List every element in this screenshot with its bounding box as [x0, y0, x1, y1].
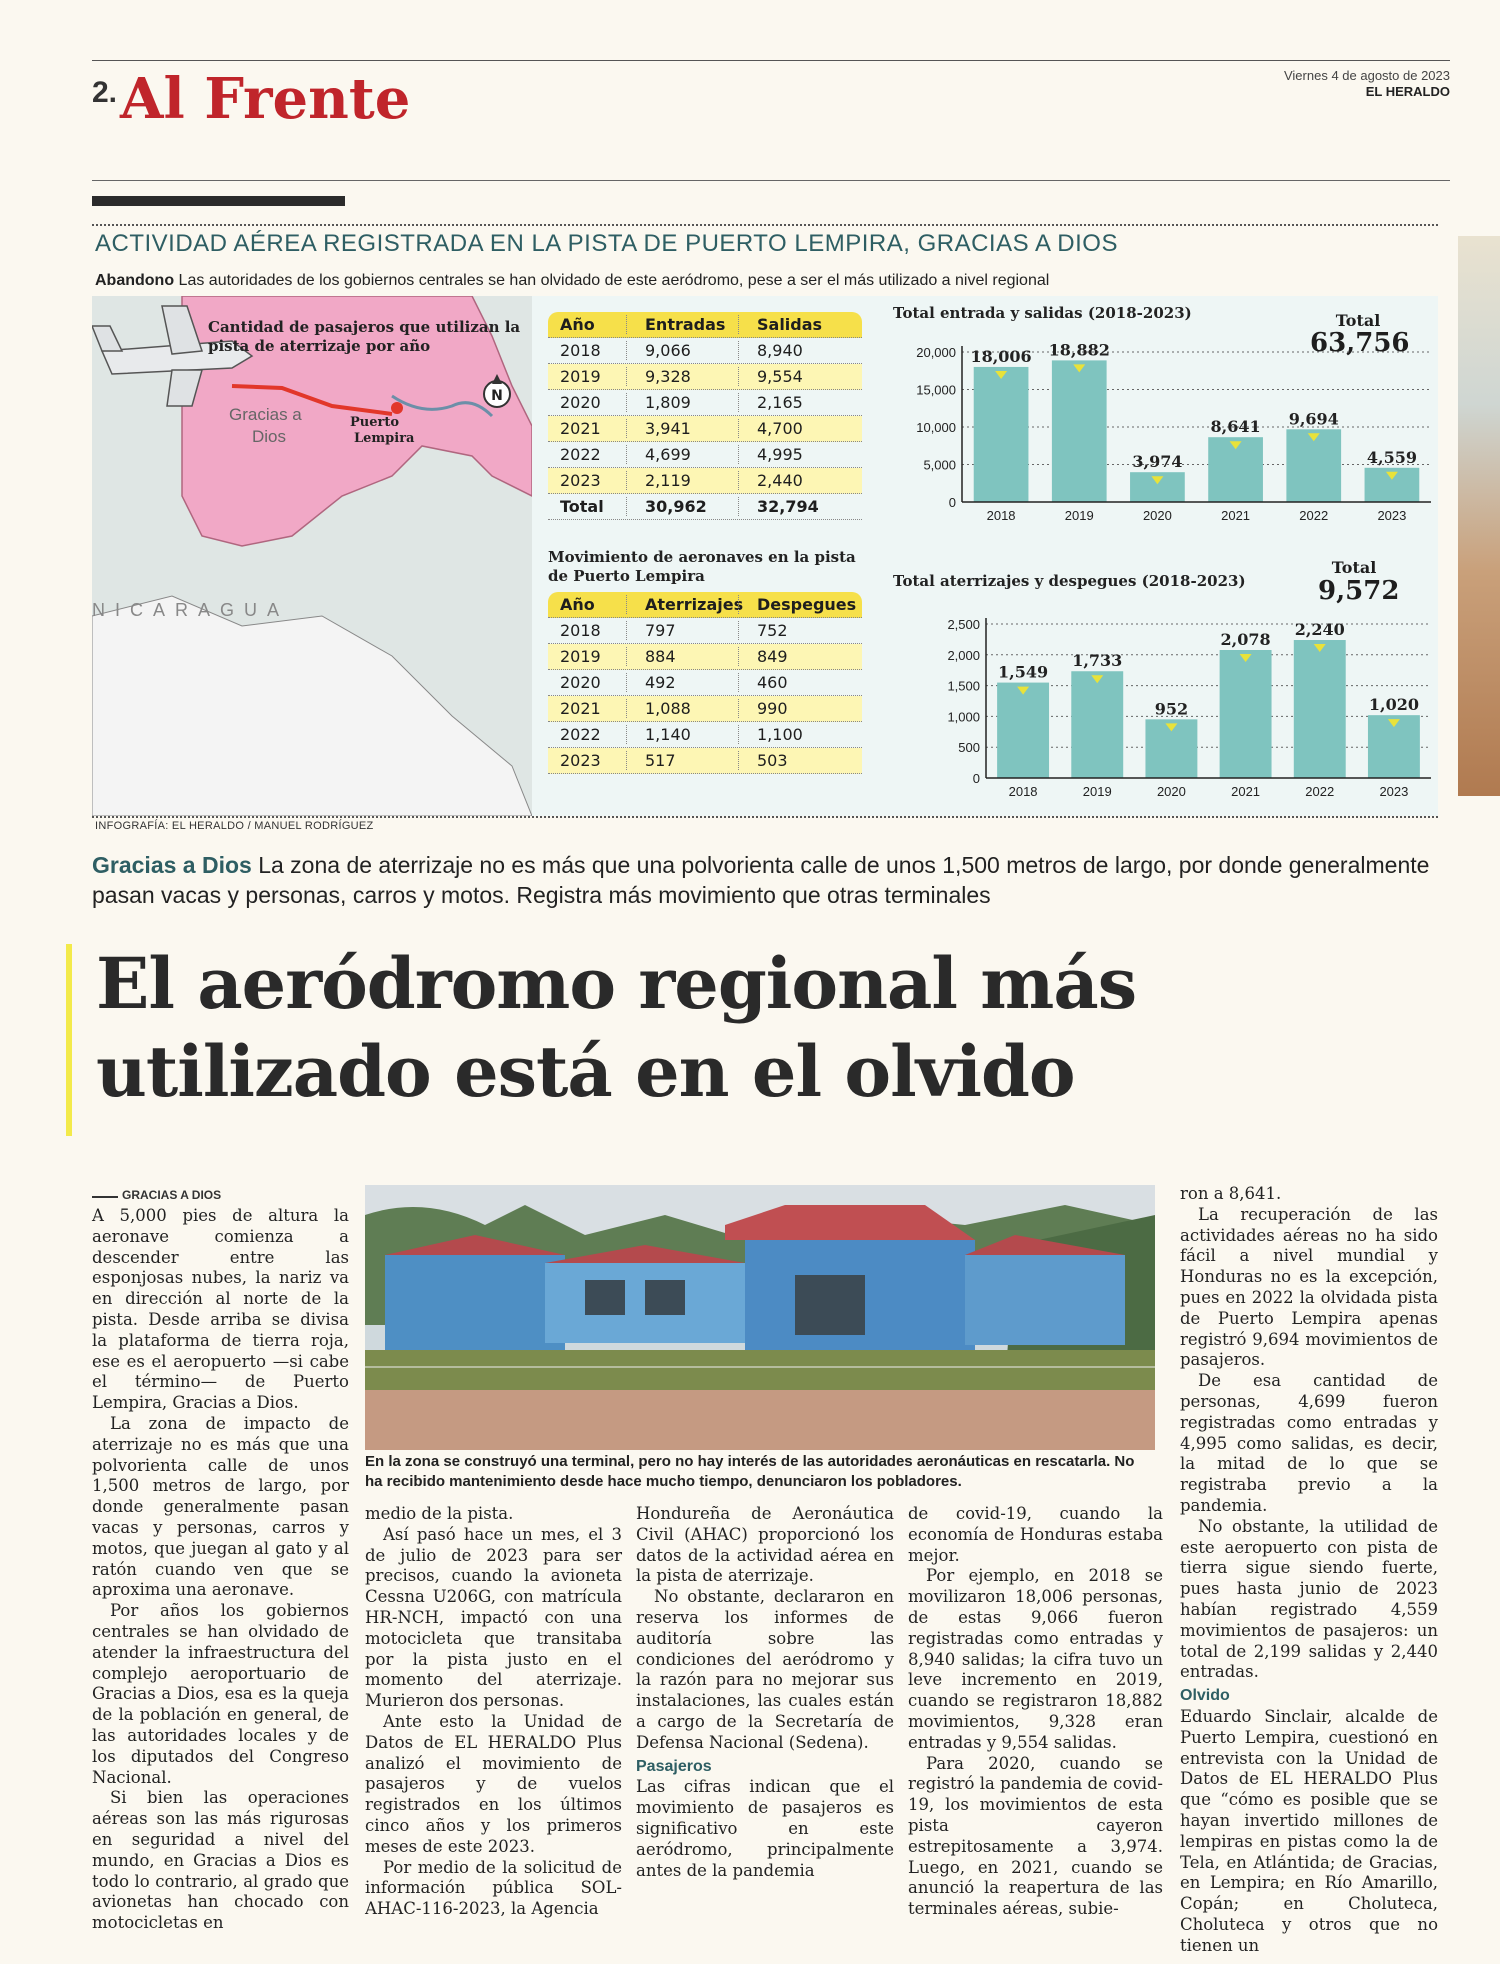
- map-region-label: Gracias a Dios: [229, 405, 302, 446]
- chart2-total-value: 9,572: [1318, 576, 1400, 606]
- cell-entries: 9,066: [626, 341, 738, 360]
- section-title: Al Frente: [120, 66, 411, 132]
- col-header-landings: Aterrizajes: [626, 595, 738, 614]
- subtitle-lead: Abandono: [95, 272, 175, 289]
- article-column-1: [92, 1206, 349, 1934]
- deck-text: La zona de aterrizaje no es más que una polvorienta calle de unos 1,500 metros de largo, por donde generalmente pasan vacas y personas, carros y motos. Registra más movimiento que otras terminales: [92, 852, 1430, 908]
- cell-landings: 1,088: [626, 699, 738, 718]
- table-header-row: [548, 592, 862, 618]
- table-total-row: [548, 494, 862, 520]
- table-row: [548, 670, 862, 696]
- cell-landings: 517: [626, 751, 738, 770]
- data-label: 18,882: [1048, 340, 1110, 360]
- cell-landings: 1,140: [626, 725, 738, 744]
- table-row: [548, 468, 862, 494]
- table-header-row: [548, 312, 862, 338]
- data-label: 1,733: [1072, 651, 1123, 671]
- map-title: Cantidad de pasajeros que utilizan la pista de aterrizaje por año: [208, 318, 521, 355]
- article-paragraph: No obstante, declararon en reserva los informes de auditoría sobre las condiciones del aeródromo y la razón para no mejorar sus instalaciones, las cuales están a cargo de la Secretaría de Defensa Nacional (Sedena).: [636, 1587, 894, 1752]
- article-column-4: [908, 1504, 1163, 1920]
- bar: [1220, 650, 1272, 778]
- cell-exits: 8,940: [738, 341, 850, 360]
- x-tick-label: 2018: [986, 508, 1016, 523]
- article-column-2: [365, 1504, 622, 1920]
- y-tick-label: 1,500: [947, 678, 980, 694]
- y-tick-label: 15,000: [916, 382, 956, 398]
- cell-year: 2019: [560, 367, 601, 386]
- cell-year: 2018: [560, 341, 601, 360]
- article-column-5: [1180, 1184, 1438, 1956]
- cell-year: 2022: [560, 725, 601, 744]
- article-subhead: Pasajeros: [636, 1757, 712, 1775]
- subtitle-text: Las autoridades de los gobiernos centrales se han olvidado de este aeródromo, pese a ser el más utilizado a nivel regional: [178, 272, 1050, 289]
- aircraft-table-title: Movimiento de aeronaves en la pista de Puerto Lempira: [548, 548, 856, 585]
- article-paragraph: Por años los gobiernos centrales se han olvidado de atender la infraestructura del complejo aeroportuario de Gracias a Dios, esa es la queja de la población en general, de las autoridades locales y de los diputados del Congreso Nacional.: [92, 1601, 349, 1787]
- data-label: 2,240: [1294, 620, 1345, 640]
- cell-takeoffs: 990: [738, 699, 850, 718]
- infographic-credit: INFOGRAFÍA: EL HERALDO / MANUEL RODRÍGUEZ: [95, 820, 374, 832]
- data-label: 3,974: [1132, 452, 1183, 472]
- article-paragraph: ron a 8,641.: [1180, 1184, 1282, 1203]
- y-tick-label: 20,000: [916, 345, 956, 360]
- headline: El aeródromo regional más utilizado está en el olvido: [96, 942, 1137, 1113]
- cell-year: 2020: [560, 673, 601, 692]
- chart2-title: Total aterrizajes y despegues (2018-2023): [893, 572, 1246, 590]
- infographic-bottom-rule: [92, 816, 1438, 818]
- cell-year: 2023: [560, 751, 601, 770]
- y-tick-label: 2,500: [947, 617, 980, 632]
- cell-year: 2023: [560, 471, 601, 490]
- article-column-3: [636, 1504, 894, 1881]
- table-row: [548, 390, 862, 416]
- cell-takeoffs: 460: [738, 673, 850, 692]
- col-header-entries: Entradas: [626, 315, 738, 334]
- cell-takeoffs: 503: [738, 751, 850, 770]
- cell-year: 2019: [560, 647, 601, 666]
- kicker-rule: [92, 1196, 118, 1198]
- cell-total-entries: 30,962: [626, 497, 738, 516]
- header-rule-2: [92, 180, 1450, 181]
- terminal-photo: [365, 1185, 1155, 1450]
- cell-year: 2022: [560, 445, 601, 464]
- adjacent-page-edge: [1458, 236, 1500, 796]
- chart-passengers-total: [886, 330, 1436, 530]
- x-tick-label: 2021: [1221, 508, 1251, 523]
- cell-total-label: Total: [560, 497, 604, 516]
- cell-entries: 1,809: [626, 393, 738, 412]
- cell-total-exits: 32,794: [738, 497, 850, 516]
- cell-year: 2020: [560, 393, 601, 412]
- infographic-title: ACTIVIDAD AÉREA REGISTRADA EN LA PISTA DE PUERTO LEMPIRA, GRACIAS A DIOS: [95, 230, 1118, 257]
- infographic-subtitle: [95, 272, 1049, 290]
- article-paragraph: Eduardo Sinclair, alcalde de Puerto Lempira, cuestionó en entrevista con la Unidad de Datos de EL HERALDO Plus que “cómo es posible que se hayan invertido millones de lempiras en pistas como la de Tela, en Atlántida; de Gracias, en Lempira; en Río Amarillo, Copán; en Choluteca, Choluteca y otros que no tienen un: [1180, 1706, 1438, 1955]
- cell-entries: 3,941: [626, 419, 738, 438]
- chart1-title: Total entrada y salidas (2018-2023): [893, 304, 1192, 322]
- y-tick-label: 1,000: [947, 709, 980, 725]
- article-paragraph: Si bien las operaciones aéreas son las más rigurosas en seguridad a nivel del mundo, en Gracias a Dios es todo lo contrario, al grado que avionetas han chocado con motocicletas en: [92, 1788, 349, 1933]
- table-row: [548, 644, 862, 670]
- cell-takeoffs: 752: [738, 621, 850, 640]
- cell-exits: 9,554: [738, 367, 850, 386]
- data-label: 4,559: [1366, 447, 1417, 467]
- cell-year: 2021: [560, 699, 601, 718]
- x-tick-label: 2020: [1156, 784, 1186, 799]
- table-row: [548, 748, 862, 774]
- article-paragraph: Por medio de la solicitud de información pública SOL-AHAC-116-2023, la Agencia: [365, 1857, 622, 1919]
- header-rule: [92, 60, 1450, 61]
- x-tick-label: 2018: [1008, 784, 1038, 799]
- article-subhead: Olvido: [1180, 1687, 1230, 1705]
- article-paragraph: De esa cantidad de personas, 4,699 fueron registradas como entradas y 4,995 como salidas, es decir, la mitad de lo que se registraba previo a la pandemia.: [1180, 1371, 1438, 1515]
- data-label: 1,549: [998, 662, 1049, 682]
- x-tick-label: 2023: [1379, 784, 1409, 799]
- article-paragraph: La recuperación de las actividades aéreas no ha sido fácil a nivel mundial y Honduras no es la excepción, pues en 2022 la olvidada pista de Puerto Lempira apenas registró 9,694 movimientos de pasajeros.: [1180, 1204, 1438, 1370]
- cell-takeoffs: 1,100: [738, 725, 850, 744]
- y-tick-label: 0: [972, 771, 980, 786]
- x-tick-label: 2019: [1064, 508, 1094, 523]
- chart2-total-label: Total: [1331, 558, 1377, 577]
- table-row: [548, 338, 862, 364]
- article-paragraph: No obstante, la utilidad de este aeropuerto con pista de tierra sigue siendo fuerte, pues hasta junio de 2023 habían registrado 4,559 movimientos de pasajeros: un total de 2,199 salidas y 2,440 entradas.: [1180, 1516, 1438, 1682]
- x-tick-label: 2020: [1142, 508, 1172, 523]
- y-tick-label: 2,000: [947, 647, 980, 663]
- photo-caption: En la zona se construyó una terminal, pero no hay interés de las autoridades aeronáuticas en rescatarla. No ha recibido mantenimiento desde hace mucho tiempo, denunciaron los pobladores.: [365, 1453, 1135, 1490]
- x-tick-label: 2023: [1377, 508, 1407, 523]
- data-label: 9,694: [1288, 409, 1339, 429]
- map-gracias-a-dios: [92, 296, 532, 816]
- article-paragraph: Ante esto la Unidad de Datos de EL HERALDO Plus analizó el movimiento de pasajeros y de vuelos registrados en los últimos cinco años y los primeros meses de este 2023.: [365, 1711, 622, 1856]
- cell-exits: 2,165: [738, 393, 850, 412]
- col-header-takeoffs: Despegues: [738, 595, 850, 614]
- cell-landings: 797: [626, 621, 738, 640]
- table-row: [548, 618, 862, 644]
- north-label: N: [491, 388, 503, 404]
- passengers-table: [548, 312, 862, 520]
- x-tick-label: 2021: [1231, 784, 1261, 799]
- highlight-marker: [66, 944, 72, 1136]
- article-paragraph: Hondureña de Aeronáutica Civil (AHAC) proporcionó los datos de la actividad aérea en la pista de aterrizaje.: [636, 1504, 894, 1586]
- cell-exits: 4,995: [738, 445, 850, 464]
- y-tick-label: 500: [958, 740, 980, 756]
- col-header-year: Año: [560, 315, 595, 334]
- cell-year: 2018: [560, 621, 601, 640]
- col-header-exits: Salidas: [738, 315, 850, 334]
- bar: [1294, 640, 1346, 778]
- chart1-total-value: 63,756: [1310, 328, 1410, 358]
- y-tick-label: 0: [948, 495, 956, 510]
- chart1-total-label: Total: [1335, 311, 1381, 330]
- table-row: [548, 364, 862, 390]
- map-city-label: Puerto Lempira: [350, 415, 415, 446]
- cell-landings: 492: [626, 673, 738, 692]
- cell-year: 2021: [560, 419, 601, 438]
- table-row: [548, 442, 862, 468]
- chart-aircraft-total: [886, 606, 1436, 806]
- x-tick-label: 2022: [1305, 784, 1335, 799]
- data-label: 8,641: [1210, 417, 1261, 437]
- aircraft-table: [548, 592, 862, 774]
- cell-entries: 2,119: [626, 471, 738, 490]
- table-row: [548, 722, 862, 748]
- cell-entries: 4,699: [626, 445, 738, 464]
- cell-exits: 2,440: [738, 471, 850, 490]
- article-paragraph: Las cifras indican que el movimiento de pasajeros es significativo en este aeródromo, principalmente antes de la pandemia: [636, 1777, 894, 1880]
- section-bar: [92, 196, 345, 206]
- col-header-year: Año: [560, 595, 595, 614]
- x-tick-label: 2022: [1299, 508, 1329, 523]
- page-number: 2.: [92, 76, 118, 109]
- bar: [974, 367, 1029, 502]
- publication-name: EL HERALDO: [1365, 84, 1450, 99]
- cell-takeoffs: 849: [738, 647, 850, 666]
- data-label: 2,078: [1220, 629, 1271, 649]
- table-row: [548, 696, 862, 722]
- data-label: 18,006: [970, 346, 1032, 366]
- article-paragraph: medio de la pista.: [365, 1504, 514, 1523]
- infographic-top-rule: [92, 224, 1438, 226]
- y-tick-label: 5,000: [923, 457, 956, 473]
- bar: [1052, 360, 1107, 502]
- deck: [92, 850, 1442, 910]
- cell-entries: 9,328: [626, 367, 738, 386]
- publication-date: Viernes 4 de agosto de 2023: [1283, 68, 1450, 83]
- deck-lead: Gracias a Dios: [92, 852, 252, 878]
- bar: [997, 683, 1049, 778]
- y-tick-label: 10,000: [916, 420, 956, 435]
- cell-landings: 884: [626, 647, 738, 666]
- data-label: 952: [1154, 699, 1189, 719]
- bar: [1071, 671, 1123, 778]
- data-label: 1,020: [1368, 695, 1419, 715]
- article-paragraph: Por ejemplo, en 2018 se movilizaron 18,006 personas, de estas 9,066 fueron registradas como entradas y 8,940 salidas; la cifra tuvo un leve incremento en 2019, cuando se registraron 18,882 movimientos, 9,328 eran entradas y 9,554 salidas.: [908, 1566, 1163, 1752]
- article-paragraph: de covid-19, cuando la economía de Honduras estaba mejor.: [908, 1504, 1163, 1565]
- map-country-label: NICARAGUA: [92, 600, 290, 620]
- article-paragraph: Para 2020, cuando se registró la pandemia de covid-19, los movimientos de esta pista cayeron estrepitosamente a 3,974. Luego, en 2021, cuando se anunció la reapertura de las terminales aéreas, subie-: [908, 1753, 1163, 1919]
- x-tick-label: 2019: [1082, 784, 1112, 799]
- table-row: [548, 416, 862, 442]
- article-paragraph: A 5,000 pies de altura la aeronave comienza a descender entre las esponjosas nubes, la nariz va en dirección al norte de la pista. Desde arriba se divisa la plataforma de tierra roja, ese es el aeropuerto —si cabe el término— de Puerto Lempira, Gracias a Dios.: [92, 1206, 349, 1413]
- cell-exits: 4,700: [738, 419, 850, 438]
- article-paragraph: Así pasó hace un mes, el 3 de julio de 2023 para ser precisos, cuando la avioneta Cessna U206G, con matrícula HR-NCH, impactó con una motocicleta que transitaba por la pista justo en el momento del aterrizaje. Murieron dos personas.: [365, 1524, 622, 1711]
- article-paragraph: La zona de impacto de aterrizaje no es más que una polvorienta calle de unos 1,500 metros de largo, por donde generalmente pasan vacas y personas, carros y motos, que juegan al gato y al ratón cuando ven que se aproxima una aeronave.: [92, 1413, 349, 1600]
- kicker: GRACIAS A DIOS: [122, 1188, 222, 1202]
